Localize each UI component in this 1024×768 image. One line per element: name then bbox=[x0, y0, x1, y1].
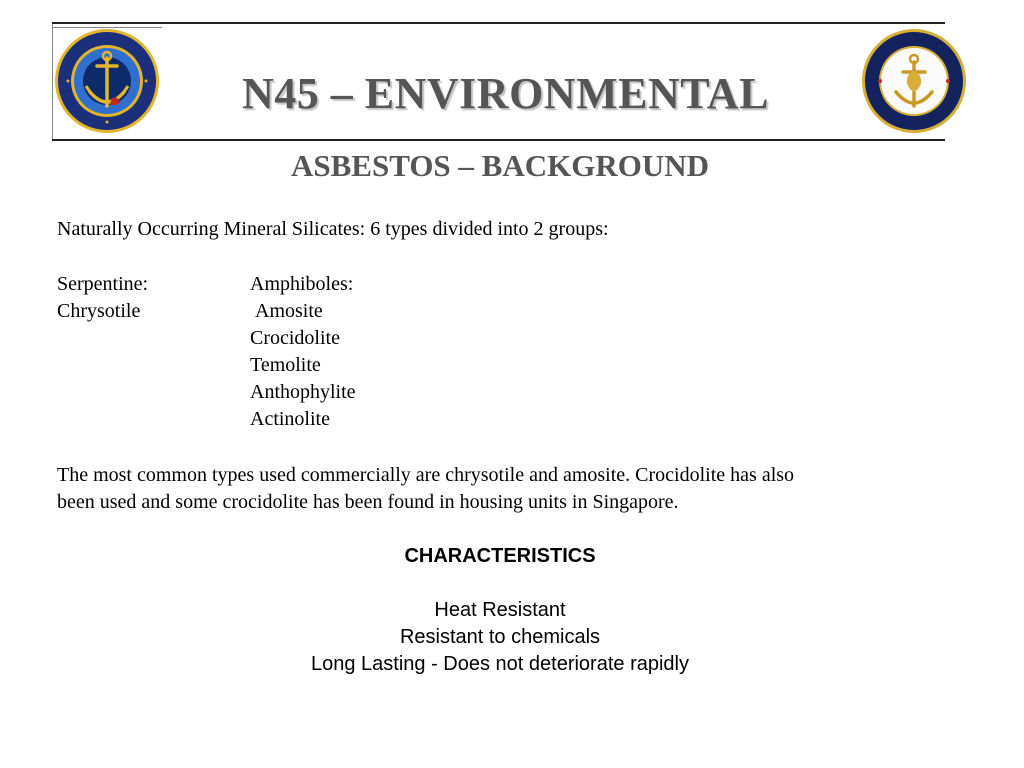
banner-left-border bbox=[52, 24, 53, 139]
serpentine-heading: Serpentine: bbox=[57, 273, 149, 295]
page-title: N45 – ENVIRONMENTAL bbox=[242, 69, 769, 118]
us-navy-region-center-singapore-seal-icon bbox=[861, 28, 967, 134]
amphibole-item: Anthophylite bbox=[250, 381, 356, 403]
characteristics-heading: CHARACTERISTICS bbox=[404, 545, 596, 567]
amphibole-item: Temolite bbox=[250, 354, 321, 376]
header-banner bbox=[52, 22, 945, 141]
amphibole-item: Amosite bbox=[255, 300, 323, 322]
section-title: ASBESTOS – BACKGROUND bbox=[290, 148, 710, 183]
singapore-area-coordinator-seal-icon bbox=[54, 28, 160, 134]
commercial-use-line-1: The most common types used commercially are chrysotile and amosite. Crocidolite has also bbox=[57, 464, 795, 486]
serpentine-item: Chrysotile bbox=[57, 300, 141, 322]
characteristic-item: Resistant to chemicals bbox=[399, 626, 601, 648]
intro-text: Naturally Occurring Mineral Silicates: 6 types divided into 2 groups: bbox=[57, 218, 609, 240]
amphibole-item: Crocidolite bbox=[250, 327, 340, 349]
commercial-use-line-2: been used and some crocidolite has been found in housing units in Singapore. bbox=[57, 491, 679, 513]
amphiboles-heading: Amphiboles: bbox=[250, 273, 354, 295]
characteristic-item: Long Lasting - Does not deteriorate rapidly bbox=[310, 653, 689, 675]
characteristic-item: Heat Resistant bbox=[434, 599, 566, 621]
amphibole-item: Actinolite bbox=[250, 408, 330, 430]
